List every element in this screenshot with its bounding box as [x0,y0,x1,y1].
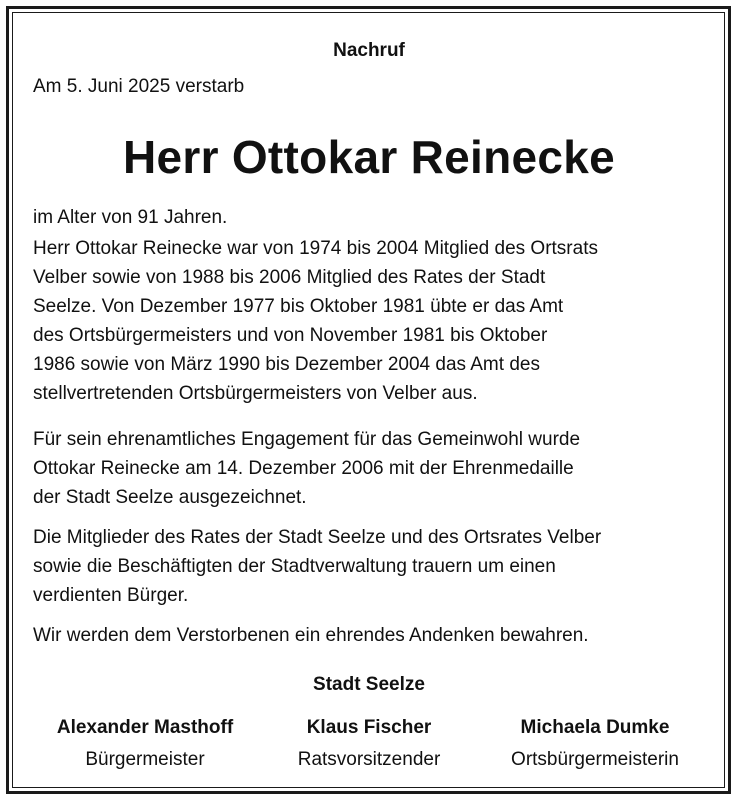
text-line: Velber sowie von 1988 bis 2006 Mitglied des Rates der Stadt [33,267,546,288]
signer-name: Alexander Masthoff [56,717,234,738]
deceased-name: Herr Ottokar Reinecke [122,131,616,183]
mourning-paragraph [33,523,705,610]
text-line: Ottokar Reinecke am 14. Dezember 2006 mit der Ehrenmedaille [33,458,574,479]
text-line: Herr Ottokar Reinecke war von 1974 bis 2004 Mitglied des Ortsrats [33,238,598,259]
career-paragraph [33,234,705,408]
text-line: sowie die Beschäftigten der Stadtverwaltung trauern um einen [33,556,556,577]
age-line [33,203,705,232]
text-line: des Ortsbürgermeisters und von November 1981 bis Oktober [33,325,548,346]
text-line: der Stadt Seelze ausgezeichnet. [33,487,307,508]
signer-role: Bürgermeister [85,749,205,770]
text-line: Die Mitglieder des Rates der Stadt Seelze und des Ortsrates Velber [33,527,602,548]
signer-role: Ratsvorsitzender [297,749,441,770]
signer-block [25,712,265,776]
signer-block [259,712,479,776]
closing-paragraph [33,621,705,650]
text-line: Für sein ehrenamtliches Engagement für das Gemeinwohl wurde [33,429,581,450]
honor-paragraph [33,425,705,512]
signer-name: Klaus Fischer [306,717,432,738]
death-date-line: Am 5. Juni 2025 verstarb [33,76,245,97]
signer-block [477,712,713,776]
text-line: im Alter von 91 Jahren. [33,207,228,228]
text-line: stellvertretenden Ortsbürgermeisters von Velber aus. [33,383,478,404]
signer-name: Michaela Dumke [520,717,670,738]
signature-organization: Stadt Seelze [313,674,425,695]
text-line: 1986 sowie von März 1990 bis Dezember 2004 das Amt des [33,354,540,375]
text-line: verdienten Bürger. [33,585,189,606]
notice-heading: Nachruf [333,40,405,61]
text-line: Seelze. Von Dezember 1977 bis Oktober 1981 übte er das Amt [33,296,564,317]
signer-role: Ortsbürgermeisterin [511,749,679,770]
text-line: Wir werden dem Verstorbenen ein ehrendes Andenken bewahren. [33,625,589,646]
